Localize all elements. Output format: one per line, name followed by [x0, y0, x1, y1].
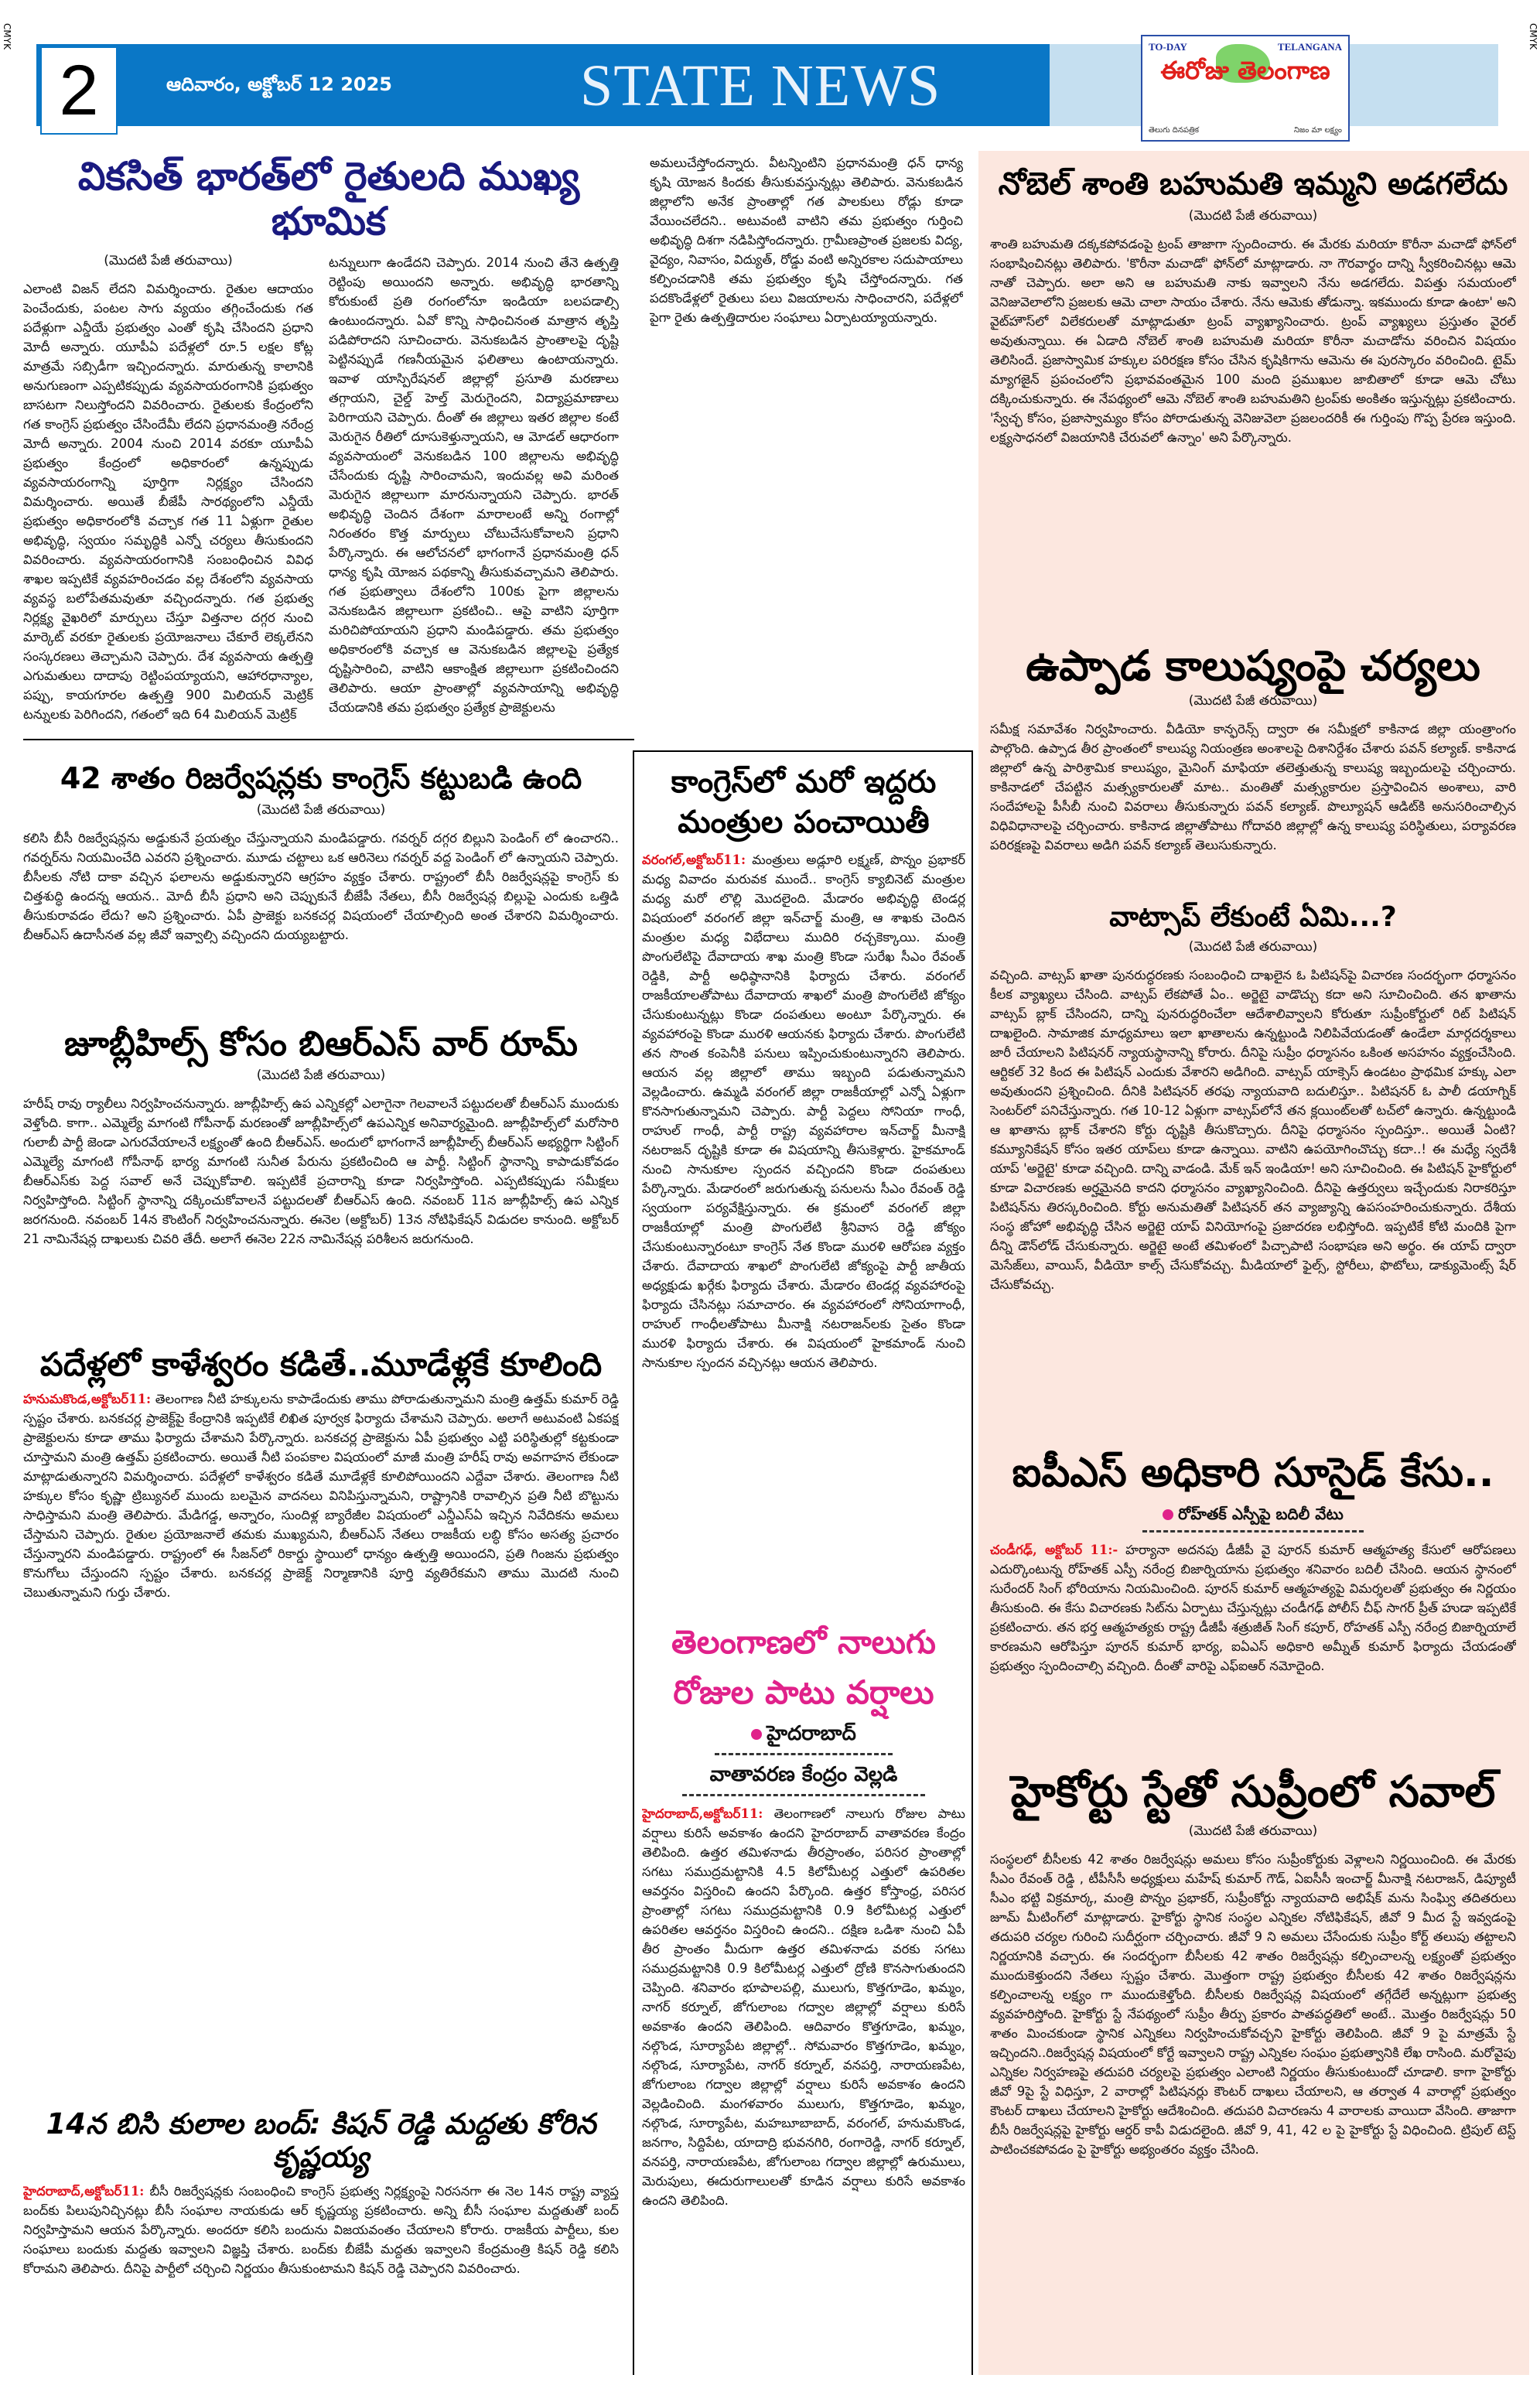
article-reservation	[23, 762, 619, 1013]
article-body: సంస్థలలో బీసీలకు 42 శాతం రిజర్వేషన్లు అమలు కోసం సుప్రీంకోర్టుకు వెళ్లాలని నిర్ణయించింది. ఈ మేరకు సీఎం రేవంత్ రెడ్డి , టీపీసీసీ అధ్యక్షులు మహేష్ కుమార్ గౌడ్, ఏఐసీసీ ఇంచార్జ్ మీనాక్షి నటరాజన్, డిప్యూటీ సీఎం భట్టి విక్రమార్క, మంత్రి పొన్నం ప్రభాకర్, సుప్రీంకోర్టు న్యాయవాది అభిషేక్ మను సింఘ్వి తదితరులు జూమ్ మీటింగ్‌లో మాట్లాడారు. హైకోర్టు స్థానిక సంస్థల ఎన్నికల నోటిఫికేషన్, జీవో 9 మీద స్టే ఇవ్వడంపై తదుపరి చర్యల గురించి సుదీర్ఘంగా చర్చించారు. జీవో 9 ని అమలు చేసేందుకు సుప్రీం కోర్ట్ తలుపు తట్టాలని నిర్ణయానికి వచ్చారు. ఈ సందర్భంగా బీసీలకు 42 శాతం రిజర్వేషన్లు కల్పించాలన్న లక్ష్యంతో ప్రభుత్వం ముందుకెళ్తుందని నేతలు స్పష్టం చేశారు. మొత్తంగా రాష్ట్ర ప్రభుత్వం బీసీలకు 42 శాతం రిజర్వేషన్లను కల్పించాలన్న లక్ష్యం గా ముందుకెళ్తోంది. బీసీలకు రిజర్వేషన్ల విషయంలో తగ్గేదేలే అన్నట్లుగా ప్రభుత్వ వ్యవహరిస్తోంది. హైకోర్టు స్టే నేపథ్యంలో సుప్రీం తీర్పు ప్రకారం పాతపద్ధతిలో అంటే.. మొత్తం రిజర్వేషన్లు 50 శాతం మించకుండా స్థానిక ఎన్నికలు నిర్వహించుకోవచ్చని హైకోర్టు తెలిపింది. జీవో 9 పై మాత్రమే స్టే ఇచ్చిందని..రిజర్వేషన్ల విషయంలో కోర్టే ఇవ్వాలని రాష్ట్ర ఎన్నికల సంఘం ప్రభుత్వానికి లేఖ రాసింది. మరోవైపు ఎన్నికల నిర్వహణపై తదుపరి చర్యలపై ప్రభుత్వం ఎలాంటి నిర్ణయం తీసుకుంటుందో చూడాలి. కాగా హైకోర్టు జీవో 9పై స్టే విధిస్తూ, 2 వారాల్లో పిటిషనర్లు కౌంటర్ దాఖలు చేయాలని, ఆ తర్వాత 4 వారాల్లో ప్రభుత్వం కౌంటర్ దాఖలు చేయాలని హైకోర్టు ఆదేశించింది. తదుపరి విచారణను 4 వారాలకు వాయిదా వేసింది. తాజాగా బీసీ రిజర్వేషన్లపై హైకోర్టు ఆర్డర్ కాపీ విడుదలైంది. జీవో 9, 41, 42 ల పై హైకోర్టు స్టే విధించింది. ట్రిపుల్ టెస్ట్ పాటించకపోవడం పై హైకోర్టు అభ్యంతరం వ్యక్తం చేసింది.	[990, 1852, 1516, 2158]
article-body	[642, 1804, 965, 2371]
article-viksit-bharat	[23, 155, 634, 731]
bullet-icon	[1163, 1509, 1173, 1520]
headline: హైకోర్టు స్టేతో సుప్రీంలో సవాల్	[1010, 1768, 1496, 1817]
continued-label: (మొదటి పేజీ తరువాయి)	[1188, 1823, 1318, 1840]
article-body-col2: టన్నులుగా ఉండేదని చెప్పారు. 2014 నుంచి తేనె ఉత్పత్తి రెట్టింపు అయిందని అన్నారు. అభివృద్ధి భారతాన్ని కోరుకుంటే ప్రతి రంగంలోనూ ఇండియా బలపడాల్సి ఉంటుందన్నారు. ఏవో కొన్ని సాధించినంత మాత్రాన తృప్తి పడిపోరాదని సూచించారు. వెనుకబడిన ప్రాంతాలపై దృష్టి పెట్టినప్పుడే గణనీయమైన ఫలితాలు ఉంటాయన్నారు. ఇవాళ యాస్పిరేషనల్ జిల్లాల్లో ప్రసూతి మరణాలు తగ్గాయని, చైల్డ్ హెల్త్ మెరుగైందని, విద్యాప్రమాణాలు పెరిగాయని చెప్పారు. దీంతో ఈ జిల్లాలు ఇతర జిల్లాల కంటే మెరుగైన రీతిలో దూసుకెళ్తున్నాయని, ఆ మోడల్ ఆధారంగా వ్యవసాయంలో వెనుకబడిన 100 జిల్లాలను అభివృద్ధి చేసేందుకు దృష్టి సారించామని, ఇందువల్ల అవి మరింత మెరుగైన జిల్లాలుగా మారనున్నాయని చెప్పారు. భారత్ అభివృద్ధి చెందిన దేశంగా మారాలంటే అన్ని రంగాల్లో నిరంతరం కొత్త మార్పులు చోటుచేసుకోవాలని ప్రధాని పేర్కొన్నారు. ఈ ఆలోచనలో భాగంగానే ప్రధానమంత్రి ధన్ ధాన్య కృషి యోజన పథకాన్ని తీసుకువచ్చామని తెలిపారు. గత ప్రభుత్వాలు దేశంలోని 100కు పైగా జిల్లాలను వెనుకబడిన జిల్లాలుగా ప్రకటించి.. ఆపై వాటిని పూర్తిగా మరిచిపోయాయని ప్రధాని మండిపడ్డారు. తమ ప్రభుత్వం అధికారంలోకి వచ్చాక ఆ వెనుకబడిన జిల్లాలపై ప్రత్యేక దృష్టిసారించి, వాటిని ఆకాంక్షిత జిల్లాలుగా ప్రకటించిందని తెలిపారు. ఆయా ప్రాంతాల్లో వ్యవసాయాన్ని అభివృద్ధి చేయడానికి తమ ప్రభుత్వం ప్రత్యేక ప్రాజెక్టులను	[329, 255, 619, 715]
column-1	[23, 253, 313, 731]
bullet-icon	[751, 1729, 762, 1740]
article-body	[23, 2182, 619, 2375]
article-congress-ministers	[642, 762, 965, 1605]
subheadline: వాతావరణ కేంద్రం వెల్లడి	[709, 1763, 898, 1787]
article-whatsapp	[990, 901, 1516, 1443]
article-body: శాంతి బహుమతి దక్కకపోవడంపై ట్రంప్ తాజాగా స్పందించారు. ఈ మేరకు మరియా కొరీనా మచాడో ఫోన్‌లో సంభాషించినట్లు తెలిపారు. 'కొరీనా మచాడో' ఫోన్‌లో మాట్లాడారు. నా గౌరవార్థం దాన్ని స్వీకరించినట్లు ఆమె నాతో చెప్పారు. అలా అని ఆ బహుమతి నాకు ఇవ్వాలని నేను అడగలేదు. విపత్తు సమయంలో వెనిజువెలాలోని ప్రజలకు ఆమె చాలా సాయం చేశారు. నేను ఆమెకు తోడున్నా. ఇకముందు కూడా ఉంటా' అని వైట్‌హౌస్‌లో విలేకరులతో మాట్లాడుతూ ట్రంప్ వ్యాఖ్యానించారు. ట్రంప్ వ్యాఖ్యలు ప్రస్తుతం వైరల్ అవుతున్నాయి. ఈ ఏడాది నోబెల్ శాంతి బహుమతి మరియా కొరీనా మచాడోను వరించిన విషయం తెలిసిందే. ప్రజాస్వామిక హక్కుల పరిరక్షణ కోసం చేసిన కృషికిగాను ఆమెను ఈ పురస్కారం వరించింది. టైమ్ మ్యాగజైన్ ప్రపంచంలోని ప్రభావవంతమైన 100 మంది ప్రముఖుల జాబితాలో కూడా ఆమె చోటు దక్కించుకున్నారు. ఈ నేపథ్యంలో ఆమె నోబెల్ శాంతి బహుమతిని ట్రంప్‌కు అంకితం ఇస్తున్నట్లు ప్రకటించారు. 'స్వేచ్ఛ కోసం, ప్రజాస్వామ్యం కోసం పోరాడుతున్న వెనిజువెలా ప్రజలందరికీ ఈ గుర్తింపు గొప్ప ప్రేరణ ఇస్తుంది. లక్ష్యసాధనలో విజయానికి చేరువలో ఉన్నాం' అని పేర్కొన్నారు.	[990, 237, 1516, 445]
headline: 14న బిసి కులాల బంద్: కిషన్ రెడ్డి మద్దతు కోరిన కృష్ణయ్య	[46, 2108, 596, 2174]
section-title: STATE NEWS	[580, 53, 941, 118]
body-text: తెలంగాణలో నాలుగు రోజుల పాటు వర్షాలు కురిసే అవకాశం ఉందని హైదరాబాద్ వాతావరణ కేంద్రం తెలిపింది. ఉత్తర తమిళనాడు తీరప్రాంతం, పరిసర ప్రాంతాల్లో సగటు సముద్రమట్టానికి 4.5 కిలోమీటర్ల ఎత్తులో ఉపరితల ఆవర్తనం విస్తరించి ఉందని పేర్కొంది. ఉత్తర కోస్తాంధ్ర, పరిసర ప్రాంతాల్లో సగటు సముద్రమట్టానికి 0.9 కిలోమీటర్ల ఎత్తులో ఉపరితల ఆవర్తనం విస్తరించి ఉందని.. దక్షిణ ఒడిశా నుంచి ఏపీ తీర ప్రాంతం మీదుగా ఉత్తర తమిళనాడు వరకు సగటు సముద్రమట్టానికి 0.9 కిలోమీటర్ల ఎత్తులో ద్రోణి కొనసాగుతుందని చెప్పింది. శనివారం భూపాలపల్లి, ములుగు, కొత్తగూడెం, ఖమ్మం, నాగర్ కర్నూల్, జోగులాంబ గద్వాల జిల్లాల్లో వర్షాలు కురిసే అవకాశం ఉందని తెలిపింది. ఆదివారం కొత్తగూడెం, ఖమ్మం, నల్గొండ, సూర్యాపేట జిల్లాల్లో.. సోమవారం కొత్తగూడెం, ఖమ్మం, నల్గొండ, సూర్యాపేట, నాగర్ కర్నూల్, వనపర్తి, నారాయణపేట, జోగులాంబ గద్వాల జిల్లాల్లో వర్షాలు కురిసే అవకాశం ఉందని వెల్లడించింది. మంగళవారం ములుగు, కొత్తగూడెం, ఖమ్మం, నల్గొండ, సూర్యాపేట, మహబూబాబాద్, వరంగల్, హనుమకొండ, జనగాం, సిద్దిపేట, యాదాద్రి భువనగిరి, రంగారెడ్డి, నాగర్ కర్నూల్, వనపర్తి, నారాయణపేట, జోగులాంబ గద్వాల జిల్లాల్లో ఉరుములు, మెరుపులు, ఈదురుగాలులతో కూడిన వర్షాలు కురిసే అవకాశం ఉందని తెలిపింది.	[642, 1806, 965, 2209]
headline: నోబెల్ శాంతి బహుమతి ఇమ్మని అడగలేదు	[998, 166, 1508, 202]
continued-label: (మొదటి పేజీ తరువాయి)	[104, 253, 233, 268]
logo-text-telangana: TELANGANA	[1277, 41, 1342, 53]
logo-text-today: TO-DAY	[1149, 41, 1187, 53]
article-body: హరీష్ రావు ర్యాలీలు నిర్వహించనున్నారు. జూబ్లీహిల్స్ ఉప ఎన్నికల్లో ఎలాగైనా గెలవాలనే పట్టుదలతో బీఆర్ఎస్ ముందుకు వెళ్తోంది. కాగా.. ఎమ్మెల్యే మాగంటి గోపీనాథ్ మరణంతో జూబ్లీహిల్స్‌లో ఉపఎన్నిక అనివార్యమైంది. జూబ్లీహిల్స్‌లో మరోసారి గులాబీ పార్టీ జెండా ఎగురవేయాలనే లక్ష్యంతో ఉంది బీఆర్ఎస్. అందులో భాగంగానే జూబ్లీహిల్స్ బీఆర్ఎస్ అభ్యర్థిగా సిట్టింగ్ ఎమ్మెల్యే మాగంటి గోపీనాథ్ భార్య మాగంటి సునీత పేరును ప్రకటించింది ఆ పార్టీ. సిట్టింగ్ స్థానాన్ని కాపాడుకోవడం బీఆర్ఎస్‌కు పెద్ద సవాల్ అనే చెప్పుకోవాలి. ఇప్పటికే ప్రచారాన్ని కూడా నిర్వహిస్తోంది. ఎప్పటికప్పుడు సమీక్షలు నిర్వహిస్తోంది. సిట్టింగ్ స్థానాన్ని దక్కించుకోవాలనే పట్టుదలతో బీఆర్ఎస్ ఉంది. నవంబర్ 11న జూబ్లీహిల్స్ ఉప ఎన్నిక జరగనుంది. నవంబర్ 14న కౌంటింగ్ నిర్వహించనున్నారు. ఈనెల (అక్టోబర్) 13న నోటిఫికేషన్ విడుదల కానుంది. అక్టోబర్ 21 నామినేషన్ల దాఖలుకు చివరి తేదీ. అలాగే ఈనెల 22న నామినేషన్ల పరిశీలన జరుగనుంది.	[23, 1095, 619, 1246]
headline: వికసిత్ భారత్‌లో రైతులది ముఖ్య భూమిక	[77, 155, 580, 244]
divider	[633, 750, 973, 752]
article-uppada	[990, 642, 1516, 894]
location-tag	[642, 1722, 965, 1750]
dashed-divider	[1142, 1530, 1364, 1532]
article-body	[990, 1540, 1516, 1756]
continued-label: (మొదటి పేజీ తరువాయి)	[1188, 939, 1318, 955]
headline: ఐపీఎస్ అధికారి సూసైడ్ కేసు..	[1012, 1450, 1494, 1496]
article-ips-suicide	[990, 1450, 1516, 1756]
article-body: వచ్చింది. వాట్సప్ ఖాతా పునరుద్ధరణకు సంబంధించి దాఖలైన ఓ పిటిషన్‌పై విచారణ సందర్భంగా ధర్మాసనం కీలక వ్యాఖ్యలు చేసింది. వాట్సప్ లేకపోతే ఏం.. అర్జెటై వాడొచ్చు కదా అని సూచించింది. తన ఖాతాను వాట్సప్ బ్లాక్ చేసిందని, దాన్ని పునరుద్ధరించేలా ఆదేశాలివ్వాలని కోరుతూ సుప్రీంకోర్టులో రిట్ పిటిషన్ దాఖలైంది. సామాజిక మాధ్యమాలు ఇలా ఖాతాలను ఉన్నట్టుండి నిలిపివేయడంతో ఉండేలా మార్గదర్శకాలు జారీ చేయాలని పిటిషనర్ న్యాయస్థానాన్ని కోరారు. దీనిపై సుప్రీం ధర్మాసనం ఒకింత అసహనం వ్యక్తంచేసింది. ఆర్టికల్ 32 కింద ఈ పిటిషన్ ఎందుకు వేశారని అడిగింది. వాట్సప్ యాక్సెస్ ఉండటం ప్రాథమిక హక్కు ఎలా అవుతుందని ప్రశ్నించింది. దీనికి పిటిషనర్ తరఫు న్యాయవాది బదులిస్తూ.. పిటిషనర్ ఓ పాలీ డయాగ్నిక్ సెంటర్‌లో పనిచేస్తున్నారు. గత 10-12 ఏళ్లుగా వాట్సప్‌లోనే తన క్లయింట్‌లతో టచ్‌లో ఉన్నారు. ఉన్నట్టుండి ఆ ఖాతాను బ్లాక్ చేశారని కోర్టు దృష్టికి తీసుకొచ్చారు. దీనిపై ధర్మాసనం స్పందిస్తూ.. అయితే ఏంటి? కమ్యూనికేషన్ కోసం ఇతర యాప్‌లు కూడా ఉన్నాయి. వాటిని ఉపయోగించొచ్చు కదా..! ఈ మధ్యే స్వదేశీ యాప్ 'అర్జెటై' కూడా వచ్చింది. దాన్ని వాడండి. మేక్ ఇన్ ఇండియా! అని సూచించింది. ఈ పిటిషన్ హైకోర్టులో కూడా విచారణకు అర్హమైనది కాదని ధర్మాసనం వ్యాఖ్యానించింది. దీనిపై ఉత్తర్వులు ఇచ్చేందుకు నిరాకరిస్తూ పిటిషన్‌ను తిరస్కరించింది. కోర్టు అనుమతితో పిటిషనర్ తన వ్యాజ్యాన్ని ఉపసంహరించుకున్నారు. దేశీయ సంస్థ జోహో అభివృద్ధి చేసిన అర్జెటై యాప్ వినియోగంపై ప్రజాదరణ లభిస్తోంది. ఇప్పటికే కోటి మందికి పైగా దీన్ని డౌన్‌లోడ్ చేసుకున్నారు. అర్జెటై అంటే తమిళంలో పిచ్చాపాటి సంభాషణ అని అర్థం. ఈ యాప్ ద్వారా మెసేజ్‌లు, వాయిస్, వీడియో కాల్స్ చేసుకోవచ్చు. మీడియాలో ఫైల్స్, స్టోరీలు, ఫొటోలు, డాక్యుమెంట్స్ షేర్ చేసుకోవచ్చు.	[990, 968, 1516, 1293]
headline: ఉప్పాడ కాలుష్యంపై చర్యలు	[1026, 642, 1480, 690]
headline: వాట్సాప్ లేకుంటే ఏమి...?	[1109, 901, 1397, 933]
dashed-divider	[715, 1753, 893, 1755]
body-text: మంత్రులు అడ్లూరి లక్ష్మణ్, పొన్నం ప్రభాకర్ మధ్య వివాదం మరువక ముందే.. కాంగ్రెస్ క్యాబినెట్ మంత్రుల మధ్య మరో లొల్లి మొదలైంది. మేడారం అభివృద్ధి టెండర్ల విషయంలో వరంగల్ జిల్లా ఇన్‌చార్జ్ మంత్రి, ఆ శాఖకు చెందిన మంత్రుల మధ్య విభేదాలు ముదిరి రచ్చకెక్కాయి. మంత్రి పొంగులేటిపై దేవాదాయ శాఖ మంత్రి కొండా సురేఖ సీఎం రేవంత్ రెడ్డికి, పార్టీ అధిష్ఠానానికి ఫిర్యాదు చేశారు. వరంగల్ రాజకీయాలతోపాటు దేవాదాయ శాఖలో మంత్రి పొంగులేటి జోక్యం చేసుకుంటున్నట్లు కొండా దంపతులు అంటూ పేర్కొన్నారు. ఈ వ్యవహారంపై కొండా మురళి ఆయనకు ఫిర్యాదు చేశారు. పొంగులేటి తన సొంత కంపెనీకి పనులు ఇప్పించుకుంటున్నారని తెలిపారు. ఆయన వల్ల జిల్లాలో తాము ఇబ్బంది పడుతున్నామని వెల్లడించారు. ఉమ్మడి వరంగల్ జిల్లా రాజకీయాల్లో ఎన్నో ఏళ్లుగా కొనసాగుతున్నామని చెప్పారు. పార్టీ పెద్దలు సోనియా గాంధీ, రాహుల్ గాంధీ, పార్టీ రాష్ట్ర వ్యవహారాల ఇన్‌చార్జ్ మీనాక్షి నటరాజన్ దృష్టికి కూడా ఈ విషయాన్ని తీసుకెళ్లారు. హైకమాండ్ నుంచి సానుకూల స్పందన వచ్చిందని కొండా దంపతులు పేర్కొన్నారు. మేడారంలో జరుగుతున్న పనులను సీఎం రేవంత్ రెడ్డి స్వయంగా పర్యవేక్షిస్తున్నారు. ఈ క్రమంలో వరంగల్ జిల్లా రాజకీయాల్లో మంత్రి పొంగులేటి శ్రీనివాస రెడ్డి జోక్యం చేసుకుంటున్నారంటూ కాంగ్రెస్ నేత కొండా మురళి ఆరోపణ వ్యక్తం చేశారు. దేవాదాయ శాఖలో పొంగులేటి జోక్యంపై పార్టీ జాతీయ అధ్యక్షుడు ఖర్గేకు ఫిర్యాదు చేశారు. మేడారం టెండర్ల వ్యవహారంపై ఫిర్యాదు చేసినట్లు సమాచారం. ఈ వ్యవహారంలో సోనియాగాంధీ, రాహుల్ గాంధీలతోపాటు మీనాక్షి నటరాజన్‌లకు సైతం కొండా మురళి ఫిర్యాదు చేశారు. ఈ విషయంలో హైకమాండ్ నుంచి సానుకూల స్పందన వచ్చినట్లు ఆయన తెలిపారు.	[642, 853, 965, 1370]
registration-mark-right: CMYK	[1528, 23, 1538, 50]
continued-label: (మొదటి పేజీ తరువాయి)	[1188, 208, 1318, 224]
article-bc-bandh	[23, 2108, 619, 2375]
location-text: హైదరాబాద్	[767, 1722, 856, 1746]
dateline: హైదరాబాద్,అక్టోబర్11:	[642, 1806, 763, 1822]
headline: తెలంగాణలో నాలుగు రోజుల పాటు వర్షాలు	[671, 1623, 936, 1712]
divider	[23, 739, 634, 740]
body-text: బీసీ రిజర్వేషన్లకు సంబంధించి కాంగ్రెస్ ప్రభుత్వ నిర్లక్ష్యంపై నిరసనగా ఈ నెల 14న రాష్ట్ర వ్యాప్త బంద్‌కు పిలుపునిచ్చినట్లు బీసీ సంఘాల నాయకుడు ఆర్ కృష్ణయ్య ప్రకటించారు. అన్ని బీసీ సంఘాల మద్దతుతో బంద్ నిర్వహిస్తామని ఆయన పేర్కొన్నారు. అందరూ కలిసి బందును విజయవంతం చేయాలని కోరారు. రాజకీయ పార్టీలు, కుల సంఘాలు బందుకు మద్దతు ఇవ్వాలని విజ్ఞప్తి చేశారు. బంద్‌కు బీజేపీ మద్దతు ఇవ్వాలని కేంద్రమంత్రి కిషన్ రెడ్డి కలిసి కోరామని తెలిపారు. దీనిపై పార్టీలో చర్చించి నిర్ణయం తీసుకుంటామని కిషన్ రెడ్డి చెప్పారని వివరించారు.	[23, 2184, 619, 2277]
article-rains	[642, 1617, 965, 2371]
dateline: హైదరాబాద్,అక్టోబర్11:	[23, 2184, 145, 2199]
page-number: 2	[40, 46, 118, 135]
article-columns	[23, 253, 634, 731]
headline: పదేళ్లలో కాళేశ్వరం కడితే..మూడేళ్లకే కూలింది	[39, 1346, 603, 1383]
newspaper-logo	[1141, 35, 1350, 142]
registration-mark-left: CMYK	[2, 23, 12, 50]
article-highcourt	[990, 1768, 1516, 2371]
article-kaleshwaram	[23, 1346, 619, 2096]
dashed-divider	[682, 1794, 925, 1796]
dateline: చండీగఢ్, అక్టోబర్ 11:-	[990, 1542, 1118, 1557]
logo-tagline-right: నిజం మా లక్ష్యం	[1293, 126, 1342, 135]
headline: కాంగ్రెస్‌లో మరో ఇద్దరు మంత్రుల పంచాయితీ	[671, 764, 937, 840]
headline: 42 శాతం రిజర్వేషన్లకు కాంగ్రెస్ కట్టుబడి ఉంది	[60, 762, 582, 795]
subheadline	[990, 1505, 1516, 1527]
logo-name: ఈరోజు తెలంగాణ	[1160, 56, 1330, 85]
body-text: తెలంగాణ నీటి హక్కులను కాపాడేందుకు తాము పోరాడుతున్నామని మంత్రి ఉత్తమ్ కుమార్ రెడ్డి స్పష్టం చేశారు. బనకచర్ల ప్రాజెక్ట్‌పై కేంద్రానికి ఇప్పటికే లిఖిత పూర్వక ఫిర్యాదు చేశామని చెప్పారు. అలాగే అటువంటి ఏకపక్ష ప్రాజెక్టులను కూడా తాము ఫిర్యాదు చేశామని పేర్కొన్నారు. బనకచర్ల ప్రాజెక్టును ఏపీ ప్రభుత్వం ఎట్టి పరిస్థితుల్లో కట్టకుండా చూస్తామని మంత్రి ఉత్తమ్ ప్రకటించారు. అయితే నీటి పంపకాల విషయంలో మాజీ మంత్రి హరీష్ రావు అవగాహన లేకుండా మాట్లాడుతున్నారని విమర్శించారు. పదేళ్లలో కాళేశ్వరం కడితే మూడేళ్లకే కూలిపోయిందని ఎద్దేవా చేశారు. తెలంగాణ నీటి హక్కుల కోసం కృష్ణా ట్రిబ్యునల్ ముందు బలమైన వాదనలు వినిపిస్తున్నామని, రాష్ట్రానికి రావాల్సిన ప్రతి నీటి బొట్టును సాధిస్తామని మంత్రి తెలిపారు. మేడిగడ్డ, అన్నారం, సుందిళ్ల బ్యారేజీల విషయంలో ఎన్డీఎస్ఏ ఇచ్చిన నివేదికను అమలు చేస్తామని చెప్పారు. రైతుల ప్రయోజనాలే తమకు ముఖ్యమని, బీఆర్ఎస్ నేతలు రాజకీయ లబ్ధి కోసం అసత్య ప్రచారం చేస్తున్నారని మండిపడ్డారు. రాష్ట్రంలో ఈ సీజన్‌లో రికార్డు స్థాయిలో ధాన్యం ఉత్పత్తి అయిందని, ప్రతి గింజను ప్రభుత్వం కొనుగోలు చేస్తుందని స్పష్టం చేశారు. బనకచర్ల ప్రాజెక్ట్ నిర్మాణానికి పూర్తి వ్యతిరేకమని తాము మొదటి నుంచి చెబుతున్నామని గుర్తు చేశారు.	[23, 1392, 619, 1601]
subheadline-text: రోహ్‌తక్ ఎస్పీపై బదిలీ వేటు	[1178, 1504, 1344, 1523]
body-text: హర్యానా అదనపు డీజీపీ వై పూరన్ కుమార్ ఆత్మహత్య కేసులో ఆరోపణలు ఎదుర్కొంటున్న రోహ్‌తక్ ఎస్పీ నరేంద్ర బిజార్నియాను ప్రభుత్వం శనివారం బదిలీ చేసింది. ఆయన స్థానంలో సురేందర్ సింగ్ భోరియాను నియమించింది. పూరన్ కుమార్ ఆత్మహత్యపై విమర్శలతో ప్రభుత్వం ఈ నిర్ణయం తీసుకుంది. ఈ కేసు విచారణకు సిట్‌ను ఏర్పాటు చేస్తున్నట్లు చండీగఢ్ పోలీస్ చీఫ్ సాగర్ ప్రీత్ హుడా ఇప్పటికే ప్రకటించారు. తన భర్త ఆత్మహత్యకు రాష్ట్ర డీజీపీ శత్రుజీత్ సింగ్ కపూర్, రోహతక్ ఎస్పీ నరేంద్ర బిజార్నియాలే కారణమని ఆరోపిస్తూ పూరన్ కుమార్ భార్య, ఐఏఎస్ అధికారి అమ్నీత్ కుమార్ ఫిర్యాదు చేయడంతో ప్రభుత్వం స్పందించాల్సి వచ్చింది. దీంతో వారిపై ఎఫ్ఐఆర్ నమోదైంది.	[990, 1542, 1516, 1673]
dateline: హనుమకొండ,అక్టోబర్11:	[23, 1392, 152, 1407]
article-jubilee-hills	[23, 1025, 619, 1334]
article-body	[23, 1389, 619, 2096]
article-body-col1: ఎలాంటి విజన్ లేదని విమర్శించారు. రైతుల ఆదాయం పెంచేందుకు, పంటల సాగు వ్యయం తగ్గించేందుకు గత పదేళ్లుగా ఎన్డీయే ప్రభుత్వం ఎంతో కృషి చేసిందని ప్రధాని మోదీ అన్నారు. యూపీఏ పదేళ్లలో రూ.5 లక్షల కోట్ల మాత్రమే సబ్సిడీగా ఇచ్చిందన్నారు. మారుతున్న కాలానికి అనుగుణంగా ఎప్పటికప్పుడు వ్యవసాయరంగానికి ప్రభుత్వం బాసటగా నిలుస్తోందని వివరించారు. రైతులకు కేంద్రంలోని గత కాంగ్రెస్ ప్రభుత్వం చేసిందేమీ లేదని ప్రధానమంత్రి నరేంద్ర మోదీ అన్నారు. 2004 నుంచి 2014 వరకూ యూపీఏ ప్రభుత్వం కేంద్రంలో అధికారంలో ఉన్నప్పుడు వ్యవసాయరంగాన్ని పూర్తిగా నిర్లక్ష్యం చేసిందని విమర్శించారు. అయితే బీజేపీ సారథ్యంలోని ఎన్డీయే ప్రభుత్వం అధికారంలోకి వచ్చాక గత 11 ఏళ్లుగా రైతుల అభివృద్ధి, స్వయం సమృద్ధికి ఎన్నో చర్యలు తీసుకుందని వివరించారు. వ్యవసాయరంగానికి సంబంధించిన వివిధ శాఖల ఇప్పటికే వ్యవహరించడం వల్ల దేశంలోని వ్యవసాయ వ్యవస్థ బలోపేతమవుతూ వచ్చిందన్నారు. గత ప్రభుత్వ నిర్లక్ష్య వైఖరిలో మార్పులు చేస్తూ విత్తనాల దగ్గర నుంచి మార్కెట్ వరకూ రైతులకు ప్రయోజనాలు చేకూరే లెక్కలేనని సంస్కరణలు తెచ్చామని చెప్పారు. దేశ వ్యవసాయ ఉత్పత్తి ఎగుమతులు దాదాపు రెట్టింపయ్యాయని, ఆహారధాన్యాల, పప్పు, కాయగూరల ఉత్పత్తి 900 మిలియన్ మెట్రిక్ టన్నులకు పెరిగిందని, గతంలో ఇది 64 మిలియన్ మెట్రిక్	[23, 282, 313, 722]
continued-label: (మొదటి పేజీ తరువాయి)	[256, 801, 386, 818]
article-body-col3: అమలుచేస్తోందన్నారు. వీటన్నింటిని ప్రధానమంత్రి ధన్ ధాన్య కృషి యోజన కిందకు తీసుకువస్తున్నట్లు తెలిపారు. వెనుకబడిన జిల్లాలోని అనేక ప్రాంతాల్లో గత పాలకులు రోడ్లు కూడా వేయించలేదని.. అటువంటి వాటిని తమ ప్రభుత్వం గుర్తించి అభివృద్ధి దిశగా నడిపిస్తోందన్నారు. గ్రామీణప్రాంత ప్రజలకు విద్య, వైద్యం, నివాసం, విద్యుత్, రోడ్డు వంటి అన్నిరకాల సదుపాయాలు కల్పించడానికి తమ ప్రభుత్వం కృషి చేస్తోందన్నారు. గత పదకొండేళ్లలో రైతులు పలు విజయాలను సాధించారని, పదేళ్లలో పైగా రైతు ఉత్పత్తిదారుల సంఘాలు ఏర్పాటయ్యాయన్నారు.	[650, 155, 963, 325]
dateline: వరంగల్,అక్టోబర్11:	[642, 853, 746, 867]
continued-label: (మొదటి పేజీ తరువాయి)	[1188, 693, 1318, 709]
continued-label: (మొదటి పేజీ తరువాయి)	[256, 1067, 386, 1083]
logo-tagline-left: తెలుగు దినపత్రిక	[1149, 126, 1200, 135]
headline: జూబ్లీహిల్స్ కోసం బిఆర్ఎస్ వార్ రూమ్	[64, 1025, 578, 1064]
issue-date: ఆదివారం, అక్టోబర్ 12 2025	[166, 73, 392, 95]
article-body	[642, 850, 965, 1605]
article-body: సమీక్ష సమావేశం నిర్వహించారు. వీడియో కాన్ఫరెన్స్ ద్వారా ఈ సమీక్షలో కాకినాడ జిల్లా యంత్రాంగం పాల్గొంది. ఉప్పాడ తీర ప్రాంతంలో కాలుష్య నియంత్రణ అంశాలపై దిశానిర్దేశం చేశారు పవన్ కల్యాణ్. కాకినాడ జిల్లాలో ఉన్న పారిశ్రామిక కాలుష్యం, మైనింగ్ మాఫియా తలెత్తుతున్న కాలుష్య ఇబ్బందులపై చర్చించారు. కాకినాడలో చేపట్టిన మత్స్యకారులతో మాట.. మంతితో మత్స్యకారుల ప్రస్తావించిన అంశాలు, వారి సందేహాలపై పీసీబీ నుంచి వివరాలు తీసుకున్నారు పవన్ కల్యాణ్. పొల్యూషన్ ఆడిట్‌కి అనుసరించాల్సిన విధివిధానాలపై చర్చించారు. కాకినాడ జిల్లాతోపాటు గోదావరి జిల్లాల్లో ఉన్న కాలుష్య పరిస్థితులు, పర్యావరణ పరిరక్షణపై వివరాలు అడిగి పవన్ కల్యాణ్ తెలుసుకున్నారు.	[990, 722, 1516, 853]
article-nobel	[990, 166, 1516, 630]
article-body: కలిసి బీసీ రిజర్వేషన్లను అడ్డుకునే ప్రయత్నం చేస్తున్నాయని మండిపడ్డారు. గవర్నర్ దగ్గర బిల్లుని పెండింగ్ లో ఉంచారని.. గవర్నర్‌ను నియమించేది ఎవరని ప్రశ్నించారు. మూడు చట్టాలు ఒక ఆరినెలు గవర్నర్ వద్ద పెండింగ్ లో ఉన్నాయని చెప్పారు. బీసీలకు నోటి దాకా వచ్చిన ఫలాలను అడ్డుకున్నారని ఆగ్రహం వ్యక్తం చేశారు. రాష్ట్రంలో బీసీ రిజర్వేషన్లపై కాంగ్రెస్ కు చిత్తశుద్ధి ఉందన్న ఆయన.. మోదీ బీసీ ప్రధాని అని చెప్పుకునే బీజేపీ నేతలు, బీసీ రిజర్వేషన్ల బిల్లుపై ఎందుకు ఒత్తిడి తీసుకురావడం లేదు? అని ప్రశ్నించారు. ఏపీ ప్రాజెక్టు బనకచర్ల విషయంలో చేయాల్సింది అంత చేశారని విమర్శించారు. బీఆర్ఎస్ ఉదాసీనత వల్ల జీవో ఇవ్వాల్సి వచ్చిందని దుయ్యబట్టారు.	[23, 830, 619, 942]
